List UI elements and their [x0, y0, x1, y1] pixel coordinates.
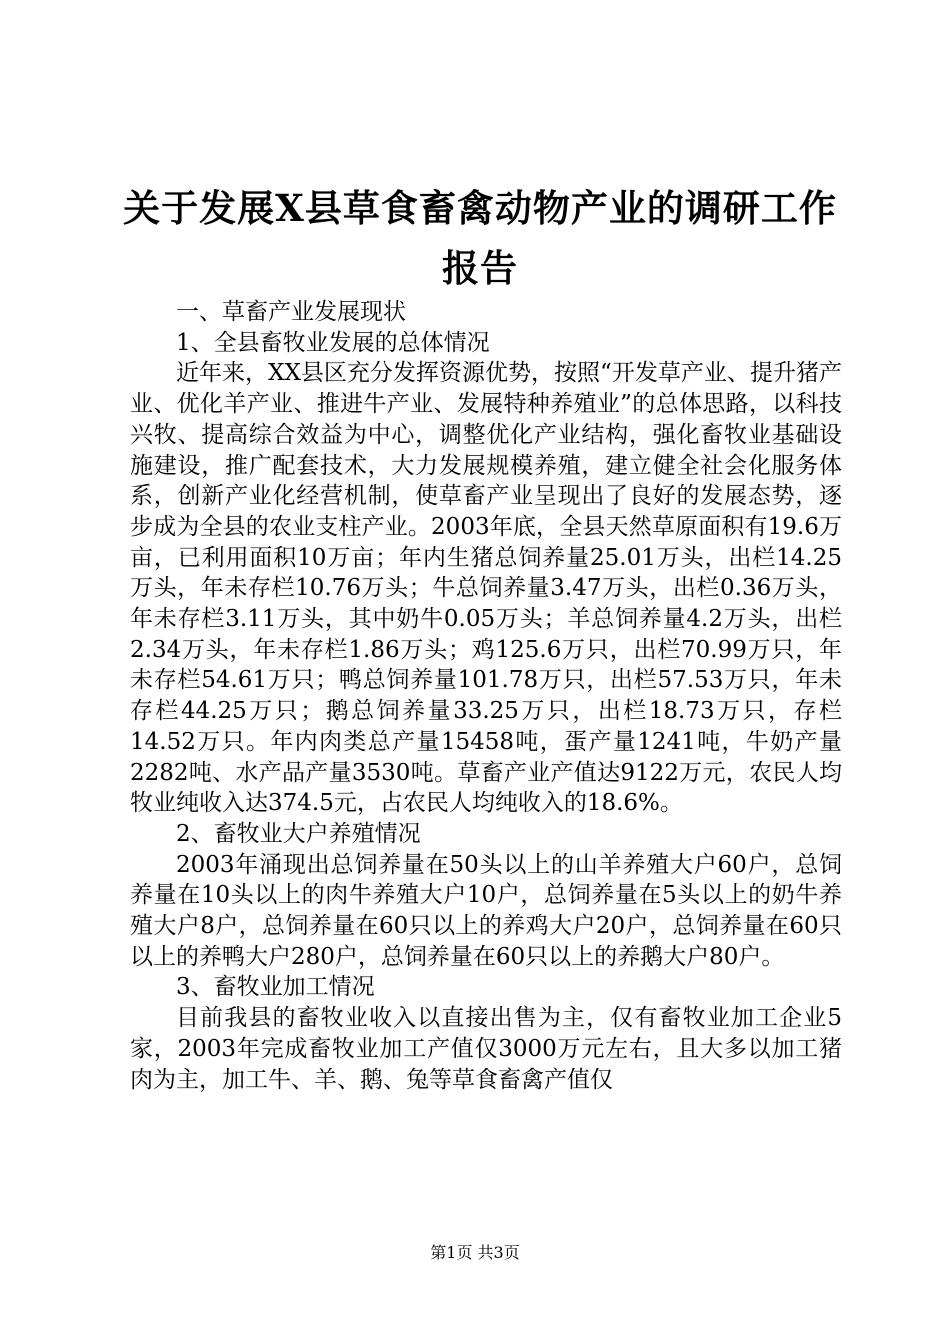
body-paragraph: 近年来，XX县区充分发挥资源优势，按照“开发草产业、提升猪产业、优化羊产业、推进牛产业、发展特种养殖业”的总体思路，以科技兴牧、提高综合效益为中心，调整优化产业结构，强化畜牧业基础设施建设，推广配套技术，大力发展规模养殖，建立健全社会化服务体系，创新产业化经营机制，使草畜产业呈现出了良好的发展态势，逐步成为全县的农业支柱产业。2003年底，全县天然草原面积有19.6万亩，已利用面积10万亩；年内生猪总饲养量25.01万头，出栏14.25万头，年未存栏10.76万头；牛总饲养量3.47万头，出栏0.36万头，年未存栏3.11万头，其中奶牛0.05万头；羊总饲养量4.2万头，出栏2.34万头，年未存栏1.86万头；鸡125.6万只，出栏70.99万只，年未存栏54.61万只；鸭总饲养量101.78万只，出栏57.53万只，年未存栏44.25万只；鹅总饲养量33.25万只，出栏18.73万只，存栏14.52万只。年内肉类总产量15458吨，蛋产量1241吨，牛奶产量2282吨、水产品产量3530吨。草畜产业产值达9122万元，农民人均牧业纯收入达374.5元，占农民人均纯收入的18.6%。	[130, 360, 842, 817]
page-number-footer: 第1页 共3页	[430, 1243, 520, 1262]
document-title: 关于发展X县草食畜禽动物产业的调研工作报告	[123, 186, 837, 290]
section-heading: 一、草畜产业发展现状	[176, 299, 406, 325]
body-paragraph: 2003年涌现出总饲养量在50头以上的山羊养殖大户60户，总饲养量在10头以上的肉牛养殖大户10户，总饲养量在5头以上的奶牛养殖大户8户，总饲养量在60只以上的养鸡大户20户，总饲养量在60只以上的养鸭大户280户，总饲养量在60只以上的养鹅大户80户。	[130, 851, 842, 970]
body-paragraph: 目前我县的畜牧业收入以直接出售为主，仅有畜牧业加工企业5家，2003年完成畜牧业加工产值仅3000万元左右，且大多以加工猪肉为主，加工牛、羊、鹅、兔等草食畜禽产值仅	[130, 1005, 842, 1093]
subsection-heading: 3、畜牧业加工情况	[176, 974, 375, 1001]
document-body	[130, 297, 842, 1095]
subsection-heading: 2、畜牧业大户养殖情况	[176, 820, 421, 847]
subsection-heading: 1、全县畜牧业发展的总体情况	[176, 329, 490, 356]
